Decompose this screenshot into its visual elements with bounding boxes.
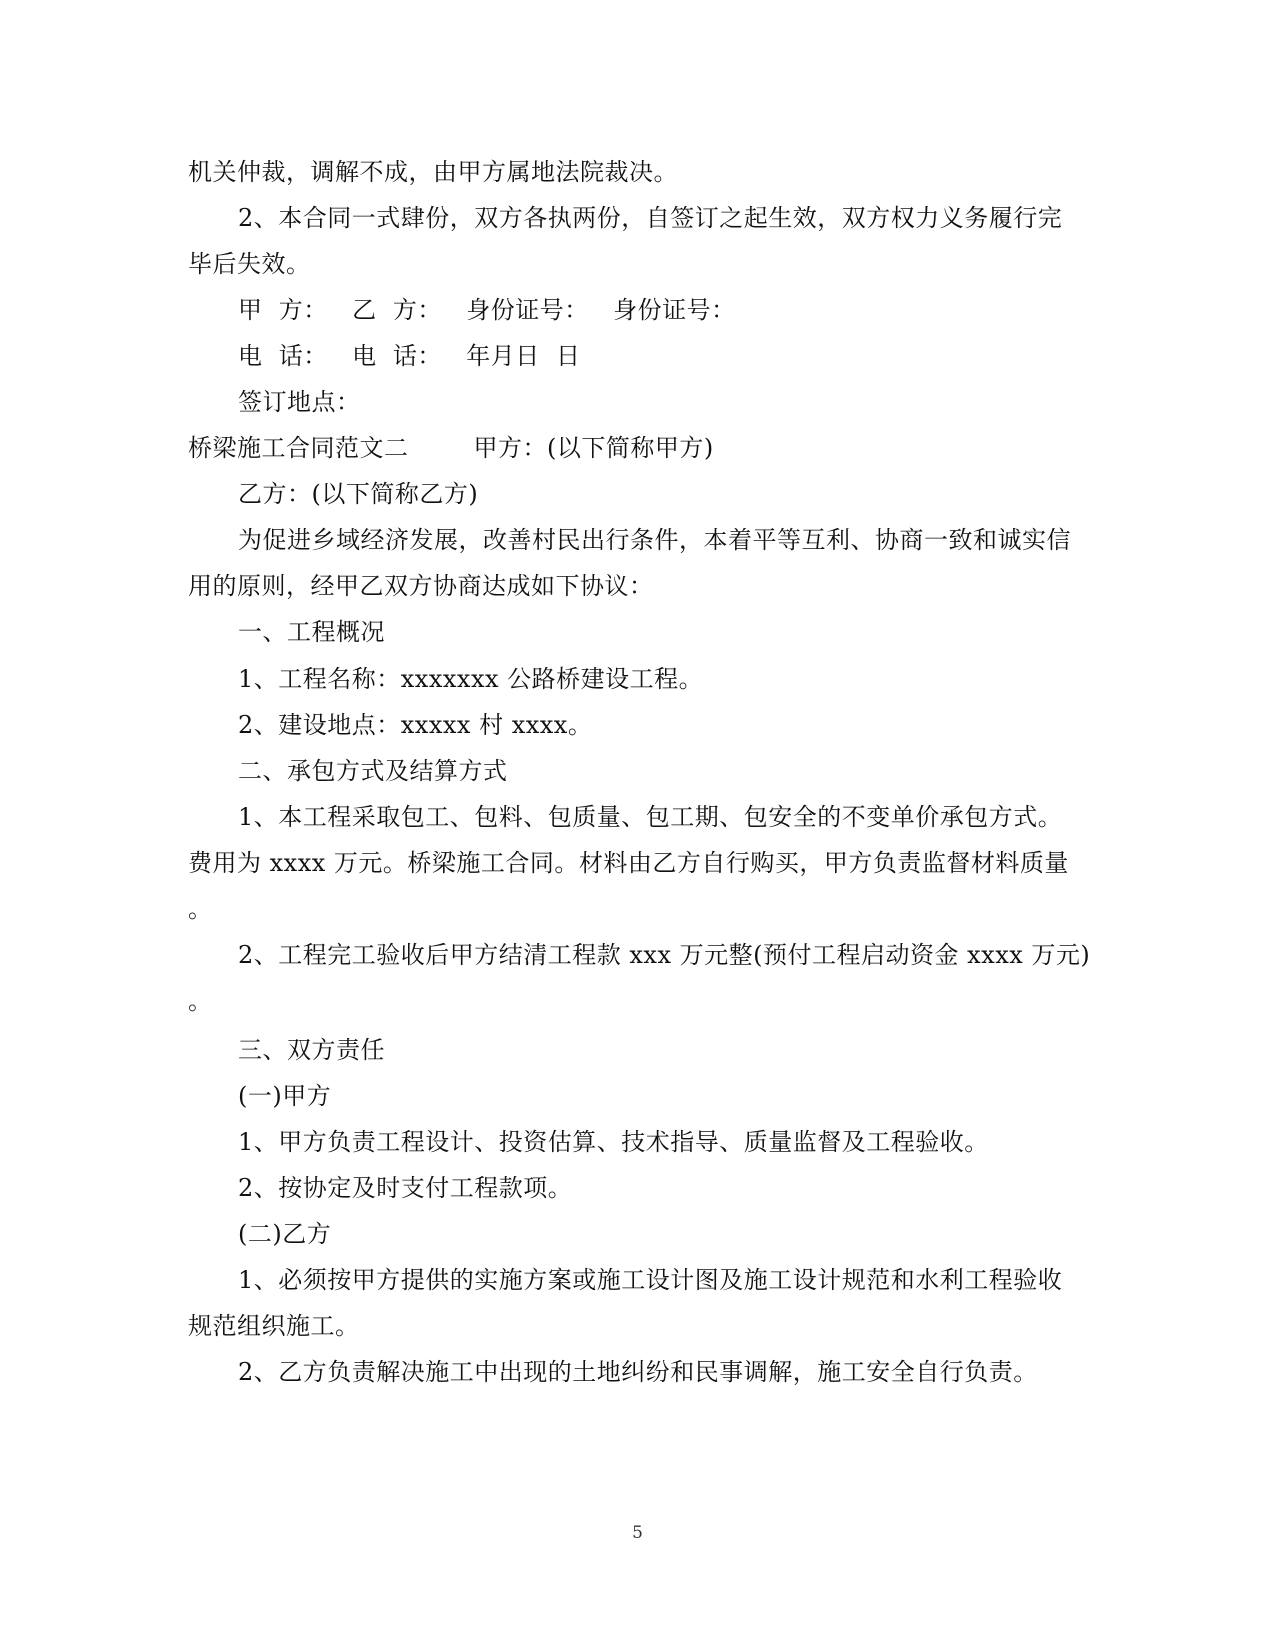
text-line: 费用为 xxxx 万元。桥梁施工合同。材料由乙方自行购买，甲方负责监督材料质量 bbox=[188, 849, 1069, 877]
text-line: 2、建设地点：xxxxx 村 xxxx。 bbox=[238, 711, 593, 739]
text-line: 。 bbox=[188, 987, 213, 1015]
text-line: 签订地点： bbox=[238, 388, 361, 416]
text-line: 2、本合同一式肆份，双方各执两份，自签订之起生效，双方权力义务履行完 bbox=[238, 204, 1063, 232]
text-line: 毕后失效。 bbox=[188, 250, 311, 278]
text-line: 。 bbox=[188, 895, 213, 923]
text-line: 2、乙方负责解决施工中出现的土地纠纷和民事调解，施工安全自行负责。 bbox=[238, 1358, 1038, 1386]
text-line: 1、必须按甲方提供的实施方案或施工设计图及施工设计规范和水利工程验收 bbox=[238, 1266, 1063, 1294]
clause-heading: 三、双方责任 bbox=[238, 1036, 385, 1064]
text-line: 甲 方： 乙 方： 身份证号： 身份证号： bbox=[238, 296, 736, 324]
text-line: 1、工程名称：xxxxxxx 公路桥建设工程。 bbox=[238, 665, 704, 693]
text-line: 2、工程完工验收后甲方结清工程款 xxx 万元整(预付工程启动资金 xxxx 万元) bbox=[238, 941, 1091, 969]
text-line: 1、甲方负责工程设计、投资估算、技术指导、质量监督及工程验收。 bbox=[238, 1128, 989, 1156]
page-number: 5 bbox=[632, 1523, 643, 1543]
text-line: 乙方：(以下简称乙方) bbox=[238, 480, 479, 508]
text-line: 2、按协定及时支付工程款项。 bbox=[238, 1174, 573, 1202]
text-line: 机关仲裁，调解不成，由甲方属地法院裁决。 bbox=[188, 158, 678, 186]
text-line: 用的原则，经甲乙双方协商达成如下协议： bbox=[188, 572, 654, 600]
clause-heading: 二、承包方式及结算方式 bbox=[238, 757, 508, 785]
text-line: 为促进乡域经济发展，改善村民出行条件，本着平等互利、协商一致和诚实信 bbox=[238, 526, 1071, 554]
clause-heading: 一、工程概况 bbox=[238, 618, 385, 646]
text-line: 1、本工程采取包工、包料、包质量、包工期、包安全的不变单价承包方式。 bbox=[238, 803, 1063, 831]
sub-heading: (二)乙方 bbox=[238, 1220, 332, 1248]
text-line: 电 话： 电 话： 年月日 日 bbox=[238, 342, 581, 370]
sub-heading: (一)甲方 bbox=[238, 1082, 332, 1110]
section-heading: 桥梁施工合同范文二 甲方：(以下简称甲方) bbox=[188, 434, 714, 462]
text-line: 规范组织施工。 bbox=[188, 1312, 360, 1340]
